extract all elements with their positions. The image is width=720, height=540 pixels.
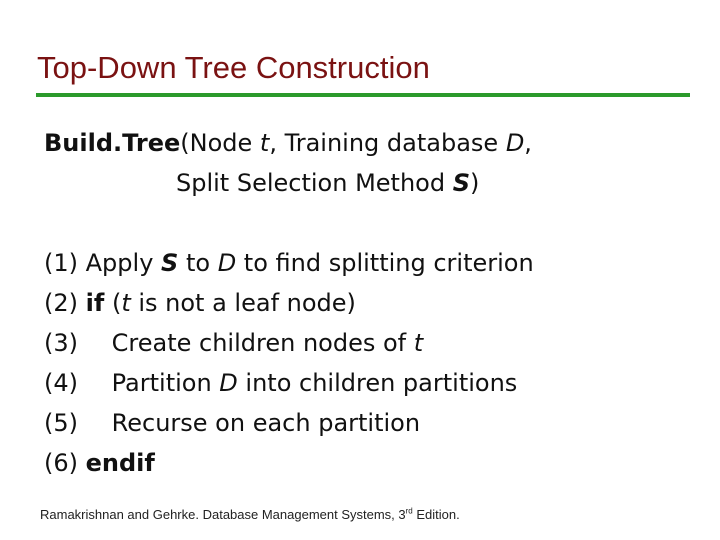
title-underline (36, 93, 690, 97)
step-text: Recurse on each partition (111, 409, 421, 437)
citation-footer: Ramakrishnan and Gehrke. Database Management Systems, 3rd Edition. (40, 506, 460, 522)
signature-line-1 (44, 128, 532, 158)
step-text: Partition D into children partitions (111, 369, 518, 397)
step-text: Apply S to D to find splitting criterion (85, 249, 534, 277)
step-number: (1) (44, 249, 78, 277)
line2-suffix: ) (470, 169, 480, 197)
step-text: Create children nodes of t (111, 329, 424, 357)
param1-prefix: (Node (180, 129, 260, 157)
step-5 (44, 408, 420, 438)
signature-line-2 (176, 168, 479, 198)
step-2 (44, 288, 356, 318)
step-number: (2) (44, 289, 78, 317)
line2-prefix: Split Selection Method (176, 169, 453, 197)
step-1 (44, 248, 534, 278)
param1-suffix: , Training database (269, 129, 506, 157)
step-number: (5) (44, 409, 78, 437)
param2-var: D (505, 129, 525, 157)
step-number: (4) (44, 369, 78, 397)
function-name: Build.Tree (44, 129, 181, 157)
step-6 (44, 448, 155, 478)
step-4 (44, 368, 517, 398)
param2-suffix: , (524, 129, 532, 157)
step-3 (44, 328, 423, 358)
param3-var: S (452, 169, 471, 197)
step-text: endif (85, 449, 155, 477)
step-number: (6) (44, 449, 78, 477)
step-text: if (t is not a leaf node) (85, 289, 356, 317)
slide-title: Top-Down Tree Construction (37, 50, 430, 85)
param1-var: t (259, 129, 270, 157)
step-number: (3) (44, 329, 78, 357)
